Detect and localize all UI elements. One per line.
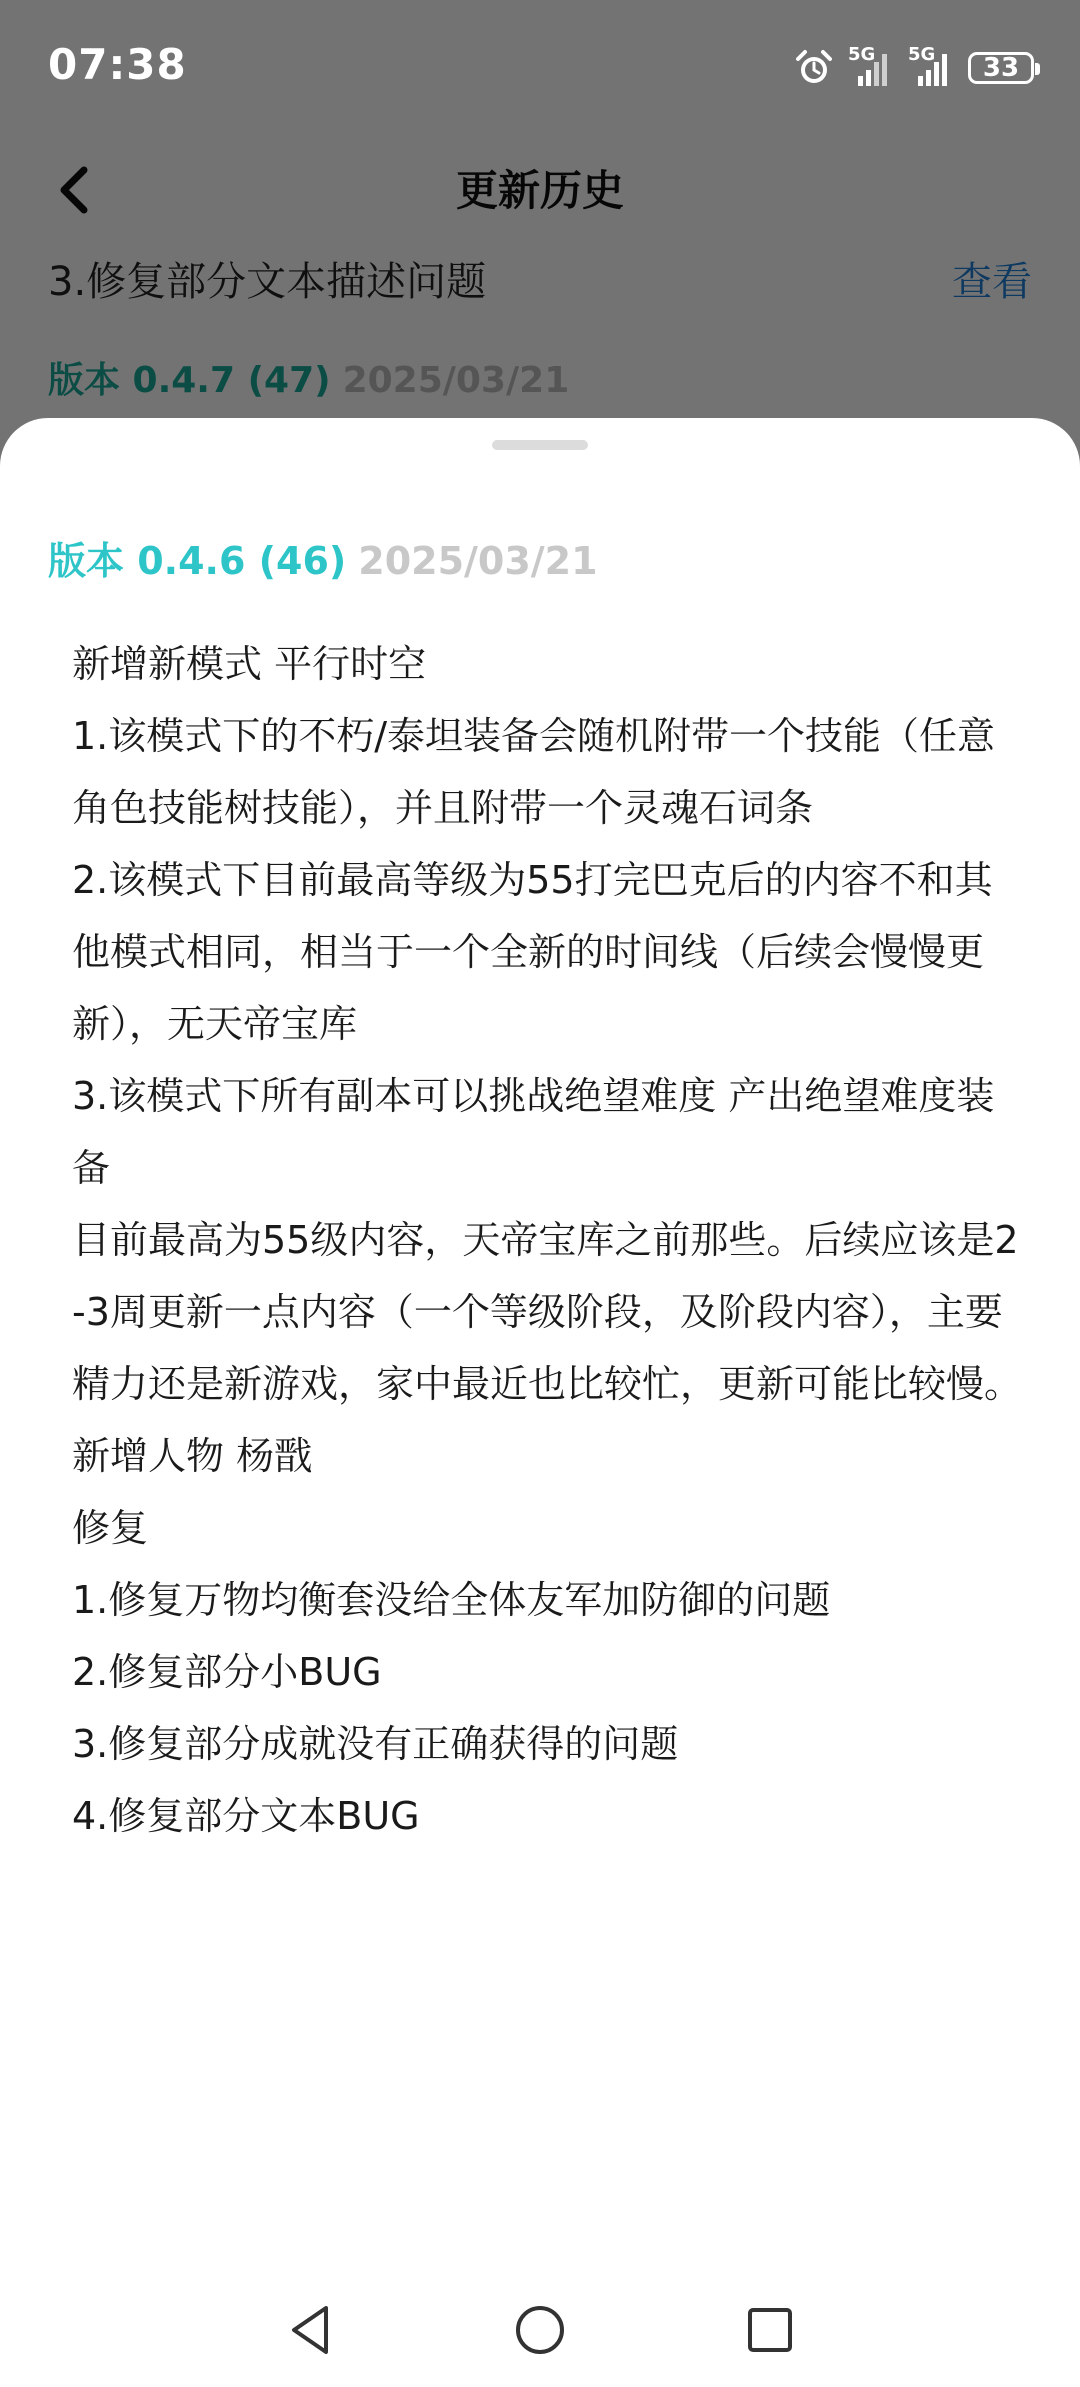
- changelog-line: 修复: [72, 1506, 149, 1550]
- changelog-line: 3.该模式下所有副本可以挑战绝望难度 产出绝望难度装备: [72, 1074, 995, 1190]
- alarm-icon: [794, 48, 834, 88]
- nav-recents-button[interactable]: [740, 2300, 800, 2360]
- changelog-line: 1.修复万物均衡套没给全体友军加防御的问题: [72, 1578, 831, 1622]
- changelog-line: 3.修复部分成就没有正确获得的问题: [72, 1722, 679, 1766]
- changelog-text: [72, 628, 1022, 1852]
- square-recents-icon: [740, 2300, 800, 2360]
- changelog-line: 目前最高为55级内容，天帝宝库之前那些。后续应该是2-3周更新一点内容（一个等级阶段，及阶段内容），主要精力还是新游戏，家中最近也比较忙，更新可能比较慢。: [72, 1218, 1023, 1406]
- status-icons: [794, 46, 1034, 90]
- battery-icon: [968, 52, 1034, 84]
- version-date: 2025/03/21: [358, 539, 598, 583]
- triangle-back-icon: [280, 2300, 340, 2360]
- network-type-1: 5G: [848, 44, 876, 65]
- changelog-line: 4.修复部分文本BUG: [72, 1794, 420, 1838]
- circle-home-icon: [510, 2300, 570, 2360]
- changelog-line: 新增人物 杨戬: [72, 1434, 313, 1478]
- version-header: [48, 530, 598, 585]
- version-label: 版本 0.4.6 (46): [48, 539, 347, 583]
- changelog-line: 2.修复部分小BUG: [72, 1650, 382, 1694]
- changelog-sheet: [0, 418, 1080, 2387]
- signal-2: [908, 44, 954, 88]
- changelog-line: 1.该模式下的不朽/泰坦装备会随机附带一个技能（任意角色技能树技能），并且附带一个灵魂石词条: [72, 714, 996, 830]
- battery-level: 33: [982, 53, 1020, 83]
- signal-1: [848, 44, 894, 88]
- status-bar: [0, 0, 1080, 140]
- changelog-line: 新增新模式 平行时空: [72, 642, 427, 686]
- system-nav-bar: [0, 2270, 1080, 2387]
- changelog-line: 2.该模式下目前最高等级为55打完巴克后的内容不和其他模式相同，相当于一个全新的时间线（后续会慢慢更新），无天帝宝库: [72, 858, 993, 1046]
- drag-handle[interactable]: [492, 440, 588, 450]
- status-time: 07:38: [48, 40, 187, 89]
- network-type-2: 5G: [908, 44, 936, 65]
- nav-back-button[interactable]: [280, 2300, 340, 2360]
- nav-home-button[interactable]: [510, 2300, 570, 2360]
